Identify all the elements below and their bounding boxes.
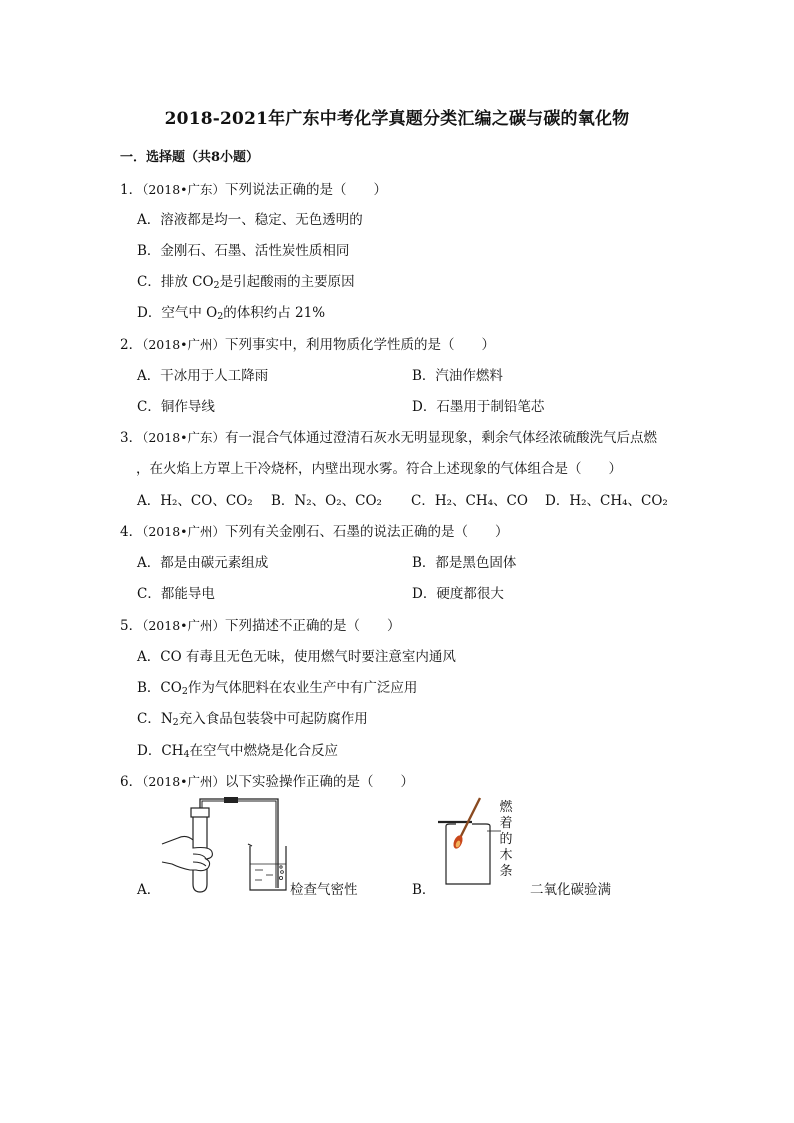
- q2-option-b: B．汽油作燃料: [412, 368, 503, 384]
- q5-option-a: A．CO 有毒且无色无味，使用燃气时要注意室内通风: [137, 649, 456, 665]
- question-stem: 有一混合气体通过澄清石灰水无明显现象，剩余气体经浓硫酸洗气后点燃: [225, 430, 658, 446]
- question-stem: 下列说法正确的是（ ）: [225, 182, 388, 198]
- question-number: 6．: [120, 774, 143, 790]
- q6-option-b-caption: 二氧化碳验满: [530, 882, 611, 898]
- question-number: 5．: [120, 618, 143, 634]
- q5-option-b: B．$CO_2$作为气体肥料在农业生产中有广泛应用: [137, 680, 418, 697]
- question-stem: 以下实验操作正确的是（ ）: [225, 774, 415, 790]
- q1-option-c: C．排放 $CO_2$是引起酸雨的主要原因: [137, 274, 355, 291]
- question-6: [120, 770, 414, 790]
- question-stem: 下列事实中，利用物质化学性质的是（ ）: [225, 337, 496, 353]
- question-source: （2018•广东）: [142, 182, 226, 197]
- question-3: [120, 426, 657, 446]
- q1-option-a: A．溶液都是均一、稳定、无色透明的: [137, 212, 363, 228]
- question-2: [120, 333, 495, 353]
- co2-fullness-test-figure: [436, 796, 496, 888]
- q3-option-d: D．H₂、CH₄、CO₂: [545, 493, 668, 509]
- q3-option-b: B．N₂、O₂、CO₂: [271, 493, 382, 509]
- q4-option-d: D．硬度都很大: [412, 586, 504, 602]
- q3-option-c: C．H₂、CH₄、CO: [411, 493, 528, 509]
- question-source: （2018•广州）: [142, 774, 226, 789]
- q2-option-c: C．铜作导线: [137, 399, 215, 415]
- question-5: [120, 614, 401, 634]
- q3-option-a: A．H₂、CO、CO₂: [137, 493, 253, 509]
- question-stem: 下列描述不正确的是（ ）: [225, 618, 401, 634]
- question-4: [120, 520, 509, 540]
- question-source: （2018•广州）: [142, 524, 226, 539]
- q4-option-b: B．都是黑色固体: [412, 555, 517, 571]
- label-pointer-line: [487, 828, 501, 834]
- q5-option-c: C．$N_2$充入食品包装袋中可起防腐作用: [137, 711, 368, 728]
- q1-option-d: D．空气中 $O_2$的体积约占 21%: [137, 305, 326, 322]
- q4-option-c: C．都能导电: [137, 586, 215, 602]
- question-number: 3．: [120, 430, 143, 446]
- q6-option-b-letter: B．: [412, 882, 436, 898]
- question-number: 2．: [120, 337, 143, 353]
- question-source: （2018•广东）: [142, 430, 226, 445]
- q6-option-a-caption: 检查气密性: [290, 882, 358, 898]
- q1-option-b: B．金刚石、石墨、活性炭性质相同: [137, 243, 350, 259]
- question-source: （2018•广州）: [142, 618, 226, 633]
- airtightness-check-figure: [160, 796, 290, 894]
- question-number: 1．: [120, 182, 143, 198]
- q4-option-a: A．都是由碳元素组成: [137, 555, 269, 571]
- page-title: 2018-2021年广东中考化学真题分类汇编之碳与碳的氧化物: [164, 109, 630, 129]
- question-stem: 下列有关金刚石、石墨的说法正确的是（ ）: [225, 524, 509, 540]
- question-1: [120, 178, 387, 198]
- q5-option-d: D．$CH_4$在空气中燃烧是化合反应: [137, 743, 338, 760]
- question-3-continued: ，在火焰上方罩上干冷烧杯，内壁出现水雾。符合上述现象的气体组合是（ ）: [136, 461, 622, 477]
- burning-stick-label: 燃着 的木 条: [499, 800, 513, 879]
- q2-option-a: A．干冰用于人工降雨: [137, 368, 269, 384]
- q2-option-d: D．石墨用于制铅笔芯: [412, 399, 545, 415]
- question-source: （2018•广州）: [142, 337, 226, 352]
- question-number: 4．: [120, 524, 143, 540]
- q6-option-a-letter: A．: [137, 882, 161, 898]
- section-heading: 一．选择题（共8小题）: [120, 150, 260, 165]
